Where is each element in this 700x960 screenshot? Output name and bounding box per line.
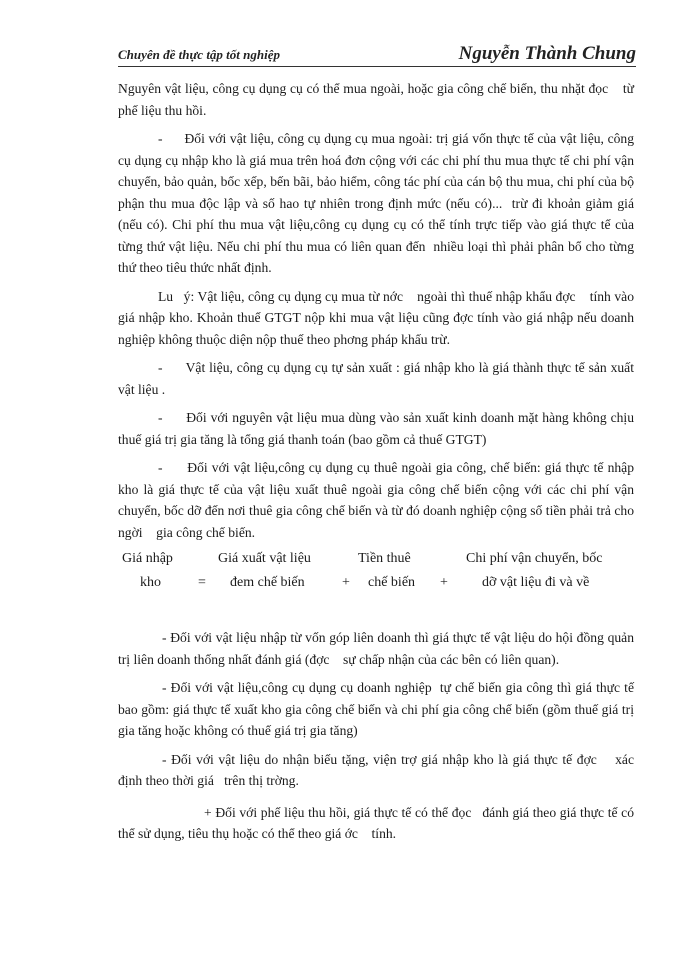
paragraph-non-vat-goods: - Đối với nguyên vật liệu mua dùng vào sản xuất kinh doanh mặt hàng không chịu thuế giá trị gia tăng là tổng giá thanh toán (bao gồm cả thuế GTGT) [118,410,638,447]
formula-label-tien-thue: Tiền thuê [358,551,411,566]
note-text: Lu ý: Vật liệu, công cụ dụng cụ mua từ nớc ngoài thì thuế nhập khẩu đợc tính vào giá nhập kho. Khoản thuế GTGT nộp khi mua vật liệu cũng đợc tính vào giá nhập nếu doanh nghiệp không thuộc diện nộp thuế theo phơng pháp khấu trừ. [118,288,638,347]
formula-label-gia-xuat: Giá xuất vật liệu [218,551,311,566]
document-body [118,78,638,845]
formula-label-gia-nhap: Giá nhập [122,551,173,566]
formula-label-dem-che-bien: đem chế biến [230,575,305,590]
paragraph-self-processing: - Đối với vật liệu,công cụ dụng cụ doanh nghiệp tự chế biến gia công thì giá thực tế bao gồm: giá thực tế xuất kho gia công chế biến và chi phí gia công chế biến (gồm thuế giá trị gia tăng hoặc không có thuế giá trị gia tăng) [118,680,638,738]
paragraph-scrap: + Đối với phế liệu thu hồi, giá thực tế có thể đọc đánh giá theo giá thực tế có thể sử dụng, tiêu thụ hoặc có thể theo giá ớc tính. [118,804,638,841]
formula-label-kho: kho [140,575,161,590]
paragraph-joint-venture: - Đối với vật liệu nhập từ vốn góp liên doanh thì giá thực tế vật liệu do hội đồng quản trị liên doanh thống nhất đánh giá (đợc sự chấp nhận của các bên có liên quan). [118,630,638,667]
paragraph-outsourced-processing: - Đối với vật liệu,công cụ dụng cụ thuê ngoài gia công, chế biến: giá thực tế nhập kho là giá thực tế của vật liệu xuất thuê ngoài gia công chế biến cộng với các chi phí vận chuyển, bốc dỡ đến nơi thuê gia công chế biến và từ đó doanh nghiệp cộng số tiền phải trả cho ngời gia công chế biến. [118,460,638,540]
paragraph-donated: - Đối với vật liệu do nhận biếu tặng, viện trợ giá nhập kho là giá thực tế đợc xác định theo thời giá trên thị trờng. [118,751,638,788]
header-title: Chuyên đề thực tập tốt nghiệp [118,47,280,62]
price-formula [118,549,634,599]
formula-label-do-vat-lieu: dỡ vật liệu đi và về [482,575,590,590]
paragraph-self-produced: - Vật liệu, công cụ dụng cụ tự sản xuất : giá nhập kho là giá thành thực tế sản xuất vật liệu . [118,360,638,397]
formula-label-che-bien: chế biến [368,575,416,590]
paragraph-note [118,286,638,351]
page-header [118,40,636,67]
formula-label-chi-phi: Chi phí vận chuyển, bốc [466,551,603,566]
header-author: Nguyễn Thành Chung [458,43,636,64]
formula-equals: = [198,575,206,590]
paragraph-intro: Nguyên vật liệu, công cụ dụng cụ có thể mua ngoài, hoặc gia công chế biến, thu nhặt đọc từ phế liệu thu hồi. [118,81,638,118]
formula-plus-2: + [440,575,448,590]
paragraph-purchased-materials: - Đối với vật liệu, công cụ dụng cụ mua ngoài: trị giá vốn thực tế của vật liệu, công cụ dụng cụ nhập kho là giá mua trên hoá đơn cộng với các chi phí thu mua thực tế chi phí vận chuyển, bảo quản, bốc xếp, bến bãi, bảo hiểm, công tác phí của cán bộ thu mua, chi phí của bộ phận thu mua độc lập và số hao tự nhiên trong định mức (nếu có)... trừ đi khoản giảm giá (nếu có). Chi phí thu mua vật liệu,công cụ dụng cụ có thể tính trực tiếp vào giá thực tế của từng thứ vật liệu. Nếu chi phí thu mua có liên quan đến nhiều loại thì phải phân bổ cho từng thứ theo tiêu thức nhất định. [118,131,638,275]
formula-plus-1: + [342,575,350,590]
